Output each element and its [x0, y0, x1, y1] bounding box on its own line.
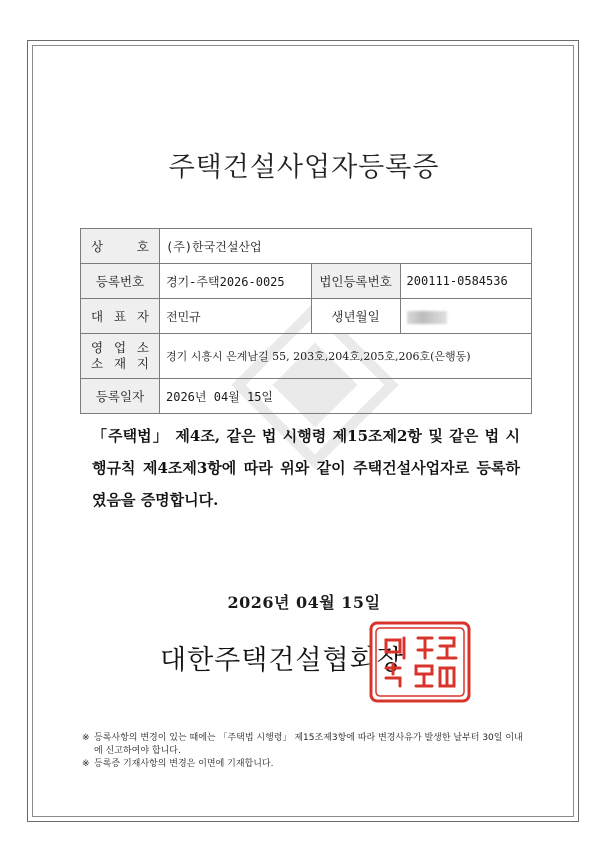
footnotes [82, 732, 524, 771]
label-trade-name: 상 호 [81, 229, 160, 264]
table-row [81, 299, 532, 334]
table-row [81, 229, 532, 264]
note-text: 등록사항의 변경이 있는 때에는 「주택법 시행령」 제15조제3항에 따라 변경사유가 발생한 날부터 30일 이내에 신고하여야 합니다. [94, 733, 523, 756]
official-seal-icon [368, 620, 472, 704]
list-item [82, 732, 524, 758]
label-reg-no: 등록번호 [81, 264, 160, 299]
value-corp-no: 200111-0584536 [400, 264, 531, 299]
label-representative: 대 표 자 [81, 299, 160, 334]
label-office-line2: 소 재 지 [91, 356, 149, 371]
table-row [81, 264, 532, 299]
issue-date: 2026년 04월 15일 [227, 593, 381, 612]
label-office-address [81, 334, 160, 379]
page-title: 주택건설사업자등록증 [168, 152, 440, 183]
value-reg-no: 경기-주택2026-0025 [160, 264, 312, 299]
registration-table [80, 228, 532, 414]
note-mark: ※ [82, 733, 90, 743]
label-office-line1: 영 업 소 [91, 340, 149, 355]
list-item [82, 758, 524, 771]
value-birth-date [400, 299, 531, 334]
table-row [81, 334, 532, 379]
table-row [81, 379, 532, 414]
note-text: 등록증 기재사항의 변경은 이면에 기재합니다. [94, 759, 274, 769]
note-mark: ※ [82, 759, 90, 769]
value-reg-date: 2026년 04월 15일 [160, 379, 532, 414]
label-corp-no: 법인등록번호 [311, 264, 400, 299]
label-birth-date: 생년월일 [311, 299, 400, 334]
value-trade-name: (주)한국건설산업 [160, 229, 532, 264]
certification-statement: 「주택법」 제4조, 같은 법 시행령 제15조제2항 및 같은 법 시행규칙 제4조제3항에 따라 위와 같이 주택건설사업자로 등록하였음을 증명합니다. [92, 427, 520, 509]
value-representative: 전민규 [160, 299, 312, 334]
redacted-birth-date [407, 311, 447, 324]
label-reg-date: 등록일자 [81, 379, 160, 414]
issuer-name: 대한주택건설협회장 [160, 645, 404, 676]
value-office-address: 경기 시흥시 은계남길 55, 203호,204호,205호,206호(은행동) [160, 334, 532, 379]
